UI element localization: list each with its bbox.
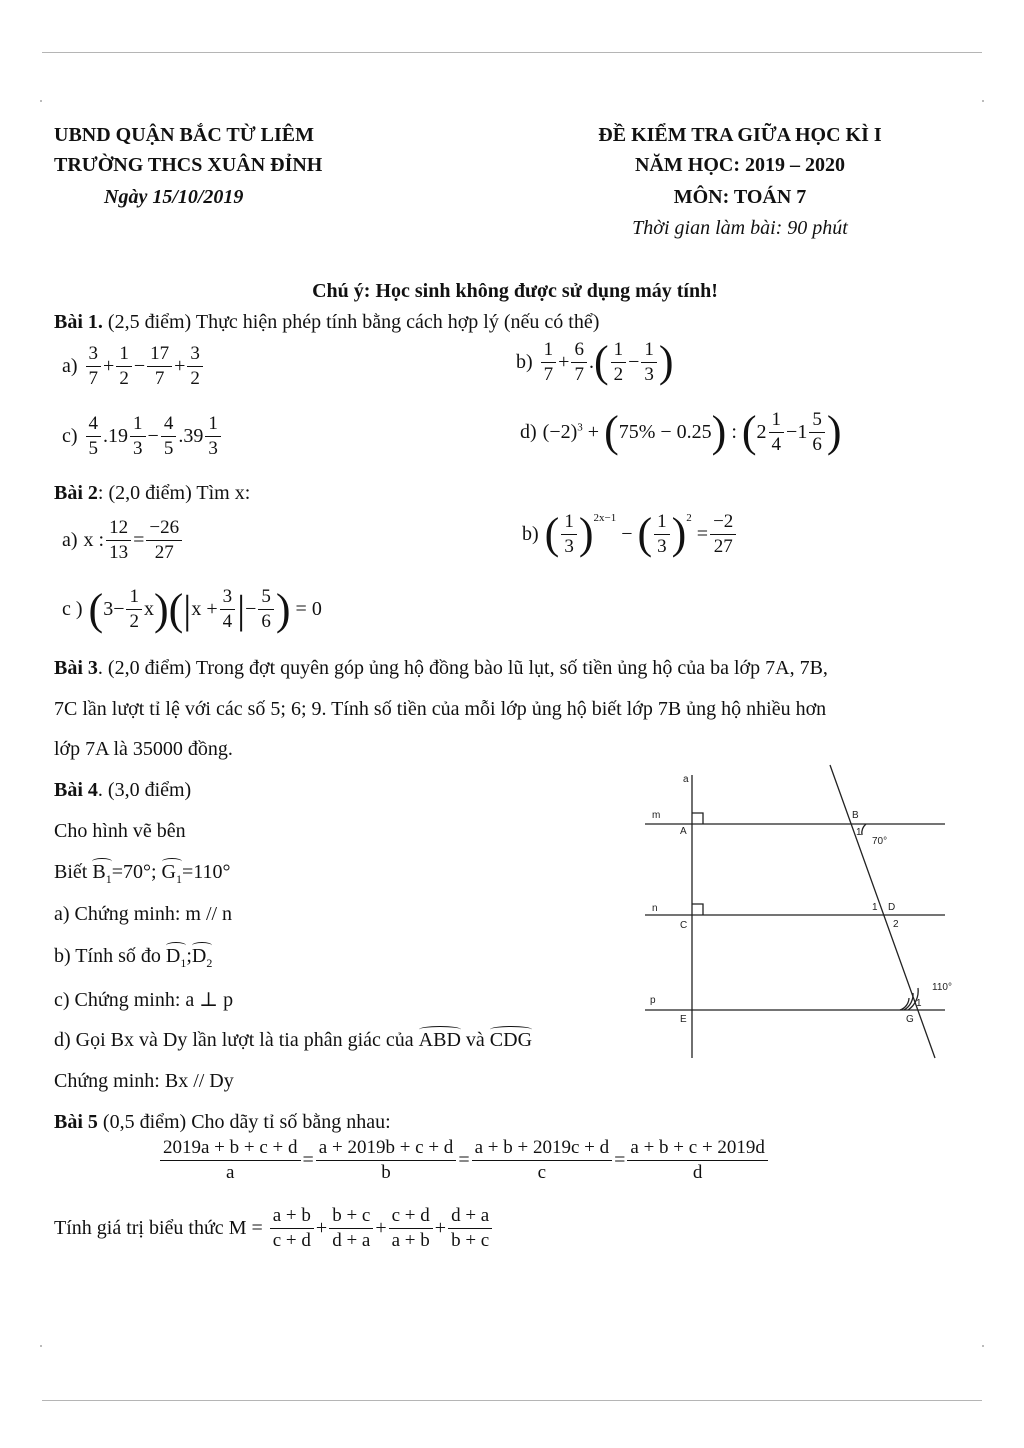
bai3-line3: lớp 7A là 35000 đồng. bbox=[54, 738, 233, 760]
label-C: C bbox=[680, 920, 688, 931]
time-limit: Thời gian làm bài: 90 phút bbox=[632, 217, 848, 239]
bai1-a: a) $\frac{3}{7}$ + $\frac{1}{2}$ − $\frac{17}{7}$ + $\frac{3}{2}$ bbox=[62, 344, 205, 389]
label-D1: 1 bbox=[872, 902, 878, 913]
bai2-b: b) ( $\frac{1}{3}$ ) $^{2x-1}$ − ( $\frac{1}{3}$ ) $^2$ = $\frac{-2}{27}$ bbox=[522, 512, 738, 557]
label-p: p bbox=[650, 995, 656, 1006]
label-B: B bbox=[852, 810, 859, 821]
label-D: D bbox=[888, 902, 896, 913]
label-110: 110° bbox=[932, 982, 952, 993]
bai4-line5: c) Chứng minh: a ⊥ p bbox=[54, 989, 234, 1011]
bai3-line2: 7C lần lượt tỉ lệ với các số 5; 6; 9. Tính số tiền của mỗi lớp ủng hộ biết lớp 7B ủng hộ nhiều hơn bbox=[54, 698, 827, 720]
bai4-line4: b) Tính số đo $D_1;D_2$ bbox=[54, 945, 213, 970]
school-name: TRƯỜNG THCS XUÂN ĐỈNH bbox=[54, 154, 323, 176]
label-D2: 2 bbox=[893, 919, 899, 930]
label-A: A bbox=[680, 826, 687, 837]
subject: MÔN: TOÁN 7 bbox=[673, 186, 807, 208]
label-G: G bbox=[906, 1014, 914, 1025]
bai2-heading: Bài 2: (2,0 điểm) Tìm x: bbox=[54, 482, 251, 504]
bai5-heading: Bài 5 (0,5 điểm) Cho dãy tỉ số bằng nhau: bbox=[54, 1111, 391, 1133]
bai3-line1: Bài 3. (2,0 điểm) Trong đợt quyên góp ủng hộ đồng bào lũ lụt, số tiền ủng hộ của ba lớp 7A, 7B, bbox=[54, 657, 828, 679]
district-name: UBND QUẬN BẮC TỪ LIÊM bbox=[54, 124, 315, 146]
bai2-a: a) x : $\frac{12}{13}$ = $\frac{-26}{27}$ bbox=[62, 518, 184, 563]
bai2-c: c ) ( 3− $\frac{1}{2}$ x ) ( | x + $\frac{3}{4}$ | − $\frac{5}{6}$ ) = 0 bbox=[62, 584, 322, 634]
bai5-expression: Tính giá trị biểu thức M = $\frac{a + b}{c + d}$ + $\frac{b + c}{d + a}$ + $\frac{c + d}{a + b}$ + $\frac{d + a}{b + c}$ bbox=[54, 1206, 494, 1251]
label-n: n bbox=[652, 903, 658, 914]
note: Chú ý: Học sinh không được sử dụng máy tính! bbox=[312, 280, 718, 302]
bai5-equalities: $\frac{2019a + b + c + d}{a}$ = $\frac{a + 2019b + c + d}{b}$ = $\frac{a + b + 2019c + d}{c}$ = $\frac{a + b + c + 2019d}{d}$ bbox=[158, 1138, 770, 1183]
bai4-line6: d) Gọi Bx và Dy lần lượt là tia phân giác của ABD và CDG bbox=[54, 1029, 533, 1051]
label-a: a bbox=[683, 774, 689, 785]
school-year: NĂM HỌC: 2019 – 2020 bbox=[635, 154, 845, 176]
bai1-d: d) $(-2)^3$ + ( 75% − 0.25 ) : ( 2 $\frac{1}{4}$ −1 $\frac{5}{6}$ ) bbox=[520, 407, 842, 457]
bai4-line2: Biết $B_1=70^\circ$; $G_1=110^\circ$ bbox=[54, 861, 231, 886]
exam-date: Ngày 15/10/2019 bbox=[104, 186, 244, 208]
bai1-heading: Bài 1. (2,5 điểm) Thực hiện phép tính bằng cách hợp lý (nếu có thể) bbox=[54, 311, 600, 333]
geometry-figure bbox=[640, 760, 960, 1070]
label-B1: 1 bbox=[856, 827, 862, 838]
bai4-heading: Bài 4. (3,0 điểm) bbox=[54, 779, 192, 801]
label-E: E bbox=[680, 1014, 687, 1025]
bai1-b: b) $\frac{1}{7}$ + $\frac{6}{7}$ . ( $\frac{1}{2}$ − $\frac{1}{3}$ ) bbox=[516, 337, 674, 387]
top-rule bbox=[42, 52, 982, 53]
exam-title: ĐỀ KIỂM TRA GIỮA HỌC KÌ I bbox=[598, 124, 882, 146]
label-G1: 1 bbox=[916, 998, 922, 1009]
label-70: 70° bbox=[872, 836, 888, 847]
bai1-c: c) $\frac{4}{5}$ .19 $\frac{1}{3}$ − $\frac{4}{5}$ .39 $\frac{1}{3}$ bbox=[62, 414, 223, 459]
bottom-rule bbox=[42, 1400, 982, 1401]
bai4-line1: Cho hình vẽ bên bbox=[54, 820, 186, 842]
label-m: m bbox=[652, 810, 661, 821]
bai4-line3: a) Chứng minh: m // n bbox=[54, 903, 233, 925]
bai4-line7: Chứng minh: Bx // Dy bbox=[54, 1070, 234, 1092]
